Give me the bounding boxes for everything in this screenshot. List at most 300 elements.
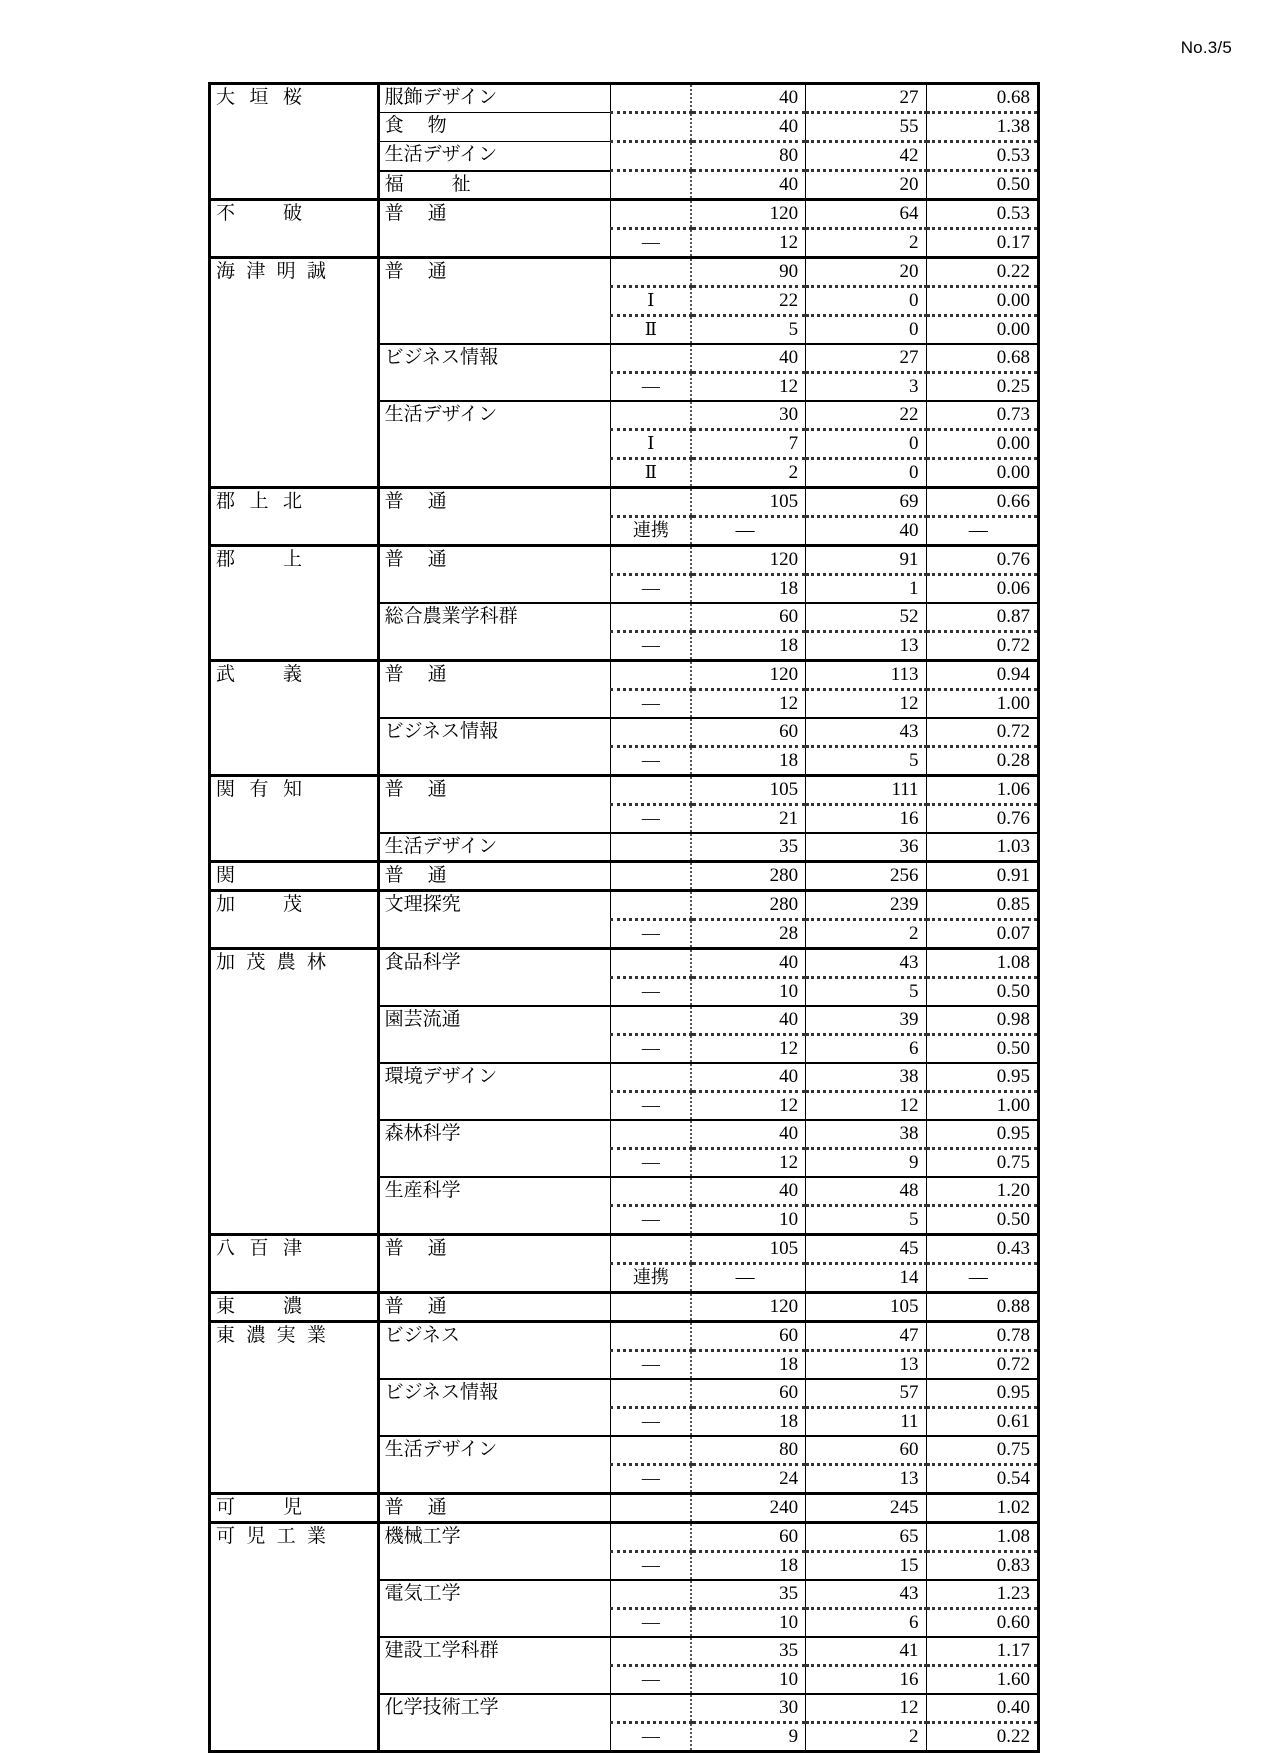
ratio-value: 0.00 bbox=[996, 433, 1030, 454]
course-name-cell bbox=[378, 1063, 611, 1092]
applicants-value: 57 bbox=[899, 1382, 919, 1403]
ratio-value: 0.22 bbox=[996, 261, 1030, 282]
ratio-cell bbox=[926, 1523, 1038, 1552]
division-tag-cell bbox=[611, 1206, 691, 1235]
applicants-cell bbox=[806, 862, 926, 891]
applicants-value: 39 bbox=[899, 1009, 919, 1030]
school-name-cell bbox=[210, 1006, 379, 1035]
ratio-value: — bbox=[968, 520, 988, 541]
ratio-value: 1.03 bbox=[996, 836, 1030, 857]
applicants-value: 11 bbox=[900, 1411, 919, 1432]
course-name-cell bbox=[378, 575, 611, 604]
ratio-value: 0.28 bbox=[996, 750, 1030, 771]
table-row bbox=[210, 1149, 1039, 1178]
course-name: 生活デザイン bbox=[384, 1439, 498, 1460]
applicants-cell bbox=[806, 776, 926, 805]
ratio-value: 1.06 bbox=[996, 779, 1030, 800]
school-name-text: 武義 bbox=[216, 664, 302, 685]
table-row bbox=[210, 344, 1039, 373]
applicants-value: 43 bbox=[899, 721, 919, 742]
table-row bbox=[210, 949, 1039, 978]
school-name bbox=[211, 1323, 377, 1345]
ratio-value: 0.98 bbox=[996, 1009, 1030, 1030]
course-name-text: 普通 bbox=[384, 549, 447, 570]
capacity-cell bbox=[691, 171, 805, 200]
ratio-value: 0.54 bbox=[996, 1468, 1030, 1489]
applicants-cell bbox=[806, 1408, 926, 1437]
applicants-value: 27 bbox=[899, 87, 919, 108]
division-tag-cell bbox=[611, 1523, 691, 1552]
course-name-cell bbox=[378, 1523, 611, 1552]
division-tag-cell bbox=[611, 1063, 691, 1092]
applicants-value: 38 bbox=[899, 1066, 919, 1087]
capacity-value: 120 bbox=[769, 203, 799, 224]
applicants-cell bbox=[806, 1293, 926, 1322]
school-name-cell bbox=[210, 401, 379, 430]
applicants-cell bbox=[806, 459, 926, 488]
ratio-value: 0.87 bbox=[996, 606, 1030, 627]
school-name bbox=[211, 892, 377, 914]
capacity-cell bbox=[691, 401, 805, 430]
course-name-cell bbox=[378, 459, 611, 488]
capacity-cell bbox=[691, 142, 805, 171]
division-tag-cell bbox=[611, 1408, 691, 1437]
course-name-cell bbox=[378, 1694, 611, 1723]
applicants-cell bbox=[806, 978, 926, 1007]
course-name: 食品科学 bbox=[384, 952, 461, 973]
capacity-cell bbox=[691, 1206, 805, 1235]
ratio-cell bbox=[926, 229, 1038, 258]
ratio-value: 0.25 bbox=[996, 376, 1030, 397]
capacity-value: 120 bbox=[769, 549, 799, 570]
applicants-cell bbox=[806, 920, 926, 949]
school-name bbox=[211, 201, 377, 223]
capacity-cell bbox=[691, 1637, 805, 1666]
applicants-value: 16 bbox=[899, 808, 919, 829]
ratio-value: 0.06 bbox=[996, 578, 1030, 599]
division-tag-cell bbox=[611, 920, 691, 949]
capacity-cell bbox=[691, 1666, 805, 1695]
ratio-cell bbox=[926, 1609, 1038, 1638]
applicants-value: 12 bbox=[899, 1697, 919, 1718]
course-name-cell bbox=[378, 949, 611, 978]
division-tag-cell bbox=[611, 113, 691, 142]
table-row bbox=[210, 1322, 1039, 1351]
course-name-cell bbox=[378, 776, 611, 805]
course-name-cell bbox=[378, 1264, 611, 1293]
school-name bbox=[211, 662, 377, 684]
ratio-cell bbox=[926, 575, 1038, 604]
course-name-cell bbox=[378, 805, 611, 834]
school-name-cell bbox=[210, 920, 379, 949]
applicants-value: 43 bbox=[899, 1583, 919, 1604]
applicants-value: 45 bbox=[899, 1238, 919, 1259]
school-name-cell bbox=[210, 632, 379, 661]
school-name-cell bbox=[210, 1552, 379, 1581]
course-name: ビジネス bbox=[384, 1325, 461, 1346]
school-name-cell bbox=[210, 84, 379, 113]
school-name-cell bbox=[210, 891, 379, 920]
applicants-cell bbox=[806, 833, 926, 862]
course-name-cell bbox=[378, 171, 611, 200]
applicants-value: 0 bbox=[909, 290, 919, 311]
table-row bbox=[210, 833, 1039, 862]
capacity-cell bbox=[691, 344, 805, 373]
course-name bbox=[380, 201, 611, 223]
capacity-value: 40 bbox=[779, 174, 799, 195]
capacity-cell bbox=[691, 258, 805, 287]
capacity-cell bbox=[691, 517, 805, 546]
applicants-value: 2 bbox=[909, 923, 919, 944]
division-tag-cell bbox=[611, 1666, 691, 1695]
school-name-cell bbox=[210, 229, 379, 258]
course-name-cell bbox=[378, 1637, 611, 1666]
table-row bbox=[210, 747, 1039, 776]
capacity-value: 40 bbox=[779, 1123, 799, 1144]
ratio-value: 0.73 bbox=[996, 404, 1030, 425]
school-name: 関 bbox=[216, 865, 236, 886]
ratio-value: 1.00 bbox=[996, 1095, 1030, 1116]
division-tag-cell bbox=[611, 1293, 691, 1322]
ratio-cell bbox=[926, 833, 1038, 862]
applicants-value: 42 bbox=[899, 145, 919, 166]
applicants-value: 65 bbox=[899, 1526, 919, 1547]
course-name-cell bbox=[378, 229, 611, 258]
course-name-cell bbox=[378, 1552, 611, 1581]
course-name: 建設工学科群 bbox=[384, 1640, 499, 1661]
division-tag: — bbox=[641, 923, 660, 943]
applicants-value: 5 bbox=[909, 1209, 919, 1230]
applicants-cell bbox=[806, 747, 926, 776]
ratio-cell bbox=[926, 661, 1038, 690]
table-row bbox=[210, 401, 1039, 430]
table-row bbox=[210, 1436, 1039, 1465]
school-name-cell bbox=[210, 1293, 379, 1322]
ratio-cell bbox=[926, 1494, 1038, 1523]
school-name-cell bbox=[210, 1609, 379, 1638]
ratio-cell bbox=[926, 430, 1038, 459]
capacity-cell bbox=[691, 690, 805, 719]
ratio-cell bbox=[926, 517, 1038, 546]
applicants-cell bbox=[806, 1092, 926, 1121]
capacity-value: 40 bbox=[779, 1009, 799, 1030]
ratio-cell bbox=[926, 1006, 1038, 1035]
division-tag-cell bbox=[611, 1552, 691, 1581]
course-name-cell bbox=[378, 1322, 611, 1351]
capacity-value: 2 bbox=[788, 462, 799, 483]
table-row bbox=[210, 1408, 1039, 1437]
division-tag-cell bbox=[611, 373, 691, 402]
ratio-value: 0.83 bbox=[996, 1555, 1030, 1576]
applicants-cell bbox=[806, 1723, 926, 1752]
capacity-cell bbox=[691, 833, 805, 862]
division-tag: — bbox=[641, 1095, 660, 1115]
course-name-cell bbox=[378, 603, 611, 632]
applicants-value: 13 bbox=[899, 1354, 919, 1375]
school-name-text: 郡上 bbox=[216, 549, 302, 570]
applicants-cell bbox=[806, 1494, 926, 1523]
course-name-cell bbox=[378, 200, 611, 229]
capacity-cell bbox=[691, 200, 805, 229]
capacity-value: 35 bbox=[779, 1583, 799, 1604]
applicants-cell bbox=[806, 316, 926, 345]
course-name: 文理探究 bbox=[384, 894, 461, 915]
school-name-cell bbox=[210, 661, 379, 690]
ratio-value: 0.07 bbox=[996, 923, 1030, 944]
course-name-text: 普通 bbox=[384, 865, 447, 886]
division-tag-cell bbox=[611, 1580, 691, 1609]
ratio-cell bbox=[926, 287, 1038, 316]
school-name-cell bbox=[210, 1351, 379, 1380]
school-name-cell bbox=[210, 949, 379, 978]
ratio-value: 0.00 bbox=[996, 462, 1030, 483]
course-name-cell bbox=[378, 1177, 611, 1206]
capacity-cell bbox=[691, 229, 805, 258]
division-tag-cell bbox=[611, 84, 691, 113]
capacity-value: 120 bbox=[769, 664, 799, 685]
ratio-cell bbox=[926, 1322, 1038, 1351]
table-row bbox=[210, 1092, 1039, 1121]
capacity-value: 35 bbox=[779, 836, 799, 857]
school-name-cell bbox=[210, 1092, 379, 1121]
course-name-text: 普通 bbox=[384, 1296, 447, 1317]
ratio-value: 0.50 bbox=[996, 1038, 1030, 1059]
school-name-cell bbox=[210, 546, 379, 575]
ratio-value: 0.95 bbox=[996, 1123, 1030, 1144]
division-tag-cell bbox=[611, 488, 691, 517]
school-name-cell bbox=[210, 833, 379, 862]
course-name-cell bbox=[378, 84, 611, 113]
table-row bbox=[210, 1120, 1039, 1149]
ratio-cell bbox=[926, 1235, 1038, 1264]
ratio-cell bbox=[926, 171, 1038, 200]
course-name bbox=[380, 547, 611, 569]
capacity-cell bbox=[691, 1235, 805, 1264]
course-name-cell bbox=[378, 1580, 611, 1609]
applicants-cell bbox=[806, 344, 926, 373]
ratio-cell bbox=[926, 1149, 1038, 1178]
capacity-value: 10 bbox=[779, 981, 799, 1002]
course-name-cell bbox=[378, 373, 611, 402]
course-name-cell bbox=[378, 661, 611, 690]
table-row bbox=[210, 603, 1039, 632]
capacity-value: — bbox=[735, 1267, 755, 1288]
applications-table bbox=[208, 82, 1040, 1753]
ratio-cell bbox=[926, 488, 1038, 517]
school-name-cell bbox=[210, 1523, 379, 1552]
ratio-value: 0.72 bbox=[996, 1354, 1030, 1375]
table-row bbox=[210, 1637, 1039, 1666]
capacity-cell bbox=[691, 978, 805, 1007]
school-name-cell bbox=[210, 517, 379, 546]
capacity-cell bbox=[691, 718, 805, 747]
school-name-cell bbox=[210, 1379, 379, 1408]
division-tag: — bbox=[641, 1354, 660, 1374]
ratio-value: 0.76 bbox=[996, 808, 1030, 829]
school-name-cell bbox=[210, 1694, 379, 1723]
capacity-value: 35 bbox=[779, 1640, 799, 1661]
ratio-value: 1.08 bbox=[996, 1526, 1030, 1547]
course-name-cell bbox=[378, 517, 611, 546]
capacity-cell bbox=[691, 661, 805, 690]
course-name-text: 普通 bbox=[384, 203, 447, 224]
school-name bbox=[211, 1236, 377, 1258]
table-row bbox=[210, 891, 1039, 920]
course-name-cell bbox=[378, 1235, 611, 1264]
school-name-text: 郡上北 bbox=[216, 491, 302, 512]
applicants-value: 13 bbox=[899, 635, 919, 656]
division-tag-cell bbox=[611, 459, 691, 488]
school-name-cell bbox=[210, 1580, 379, 1609]
school-name-cell bbox=[210, 805, 379, 834]
course-name-cell bbox=[378, 1035, 611, 1064]
capacity-value: 30 bbox=[779, 404, 799, 425]
applicants-cell bbox=[806, 1694, 926, 1723]
applicants-value: 111 bbox=[891, 779, 919, 800]
applicants-value: 5 bbox=[909, 981, 919, 1002]
division-tag-cell bbox=[611, 1609, 691, 1638]
applicants-value: 9 bbox=[909, 1152, 919, 1173]
table-row bbox=[210, 459, 1039, 488]
page-number: No.3/5 bbox=[1180, 38, 1232, 57]
course-name-cell bbox=[378, 1006, 611, 1035]
school-name-cell bbox=[210, 113, 379, 142]
division-tag-cell bbox=[611, 1494, 691, 1523]
school-name bbox=[211, 489, 377, 511]
table-row bbox=[210, 316, 1039, 345]
capacity-value: 22 bbox=[779, 290, 799, 311]
applicants-cell bbox=[806, 1264, 926, 1293]
school-name bbox=[211, 950, 377, 972]
applicants-cell bbox=[806, 661, 926, 690]
table-row bbox=[210, 1580, 1039, 1609]
division-tag: — bbox=[641, 1726, 660, 1746]
table-row bbox=[210, 1494, 1039, 1523]
ratio-value: 0.94 bbox=[996, 664, 1030, 685]
capacity-cell bbox=[691, 1120, 805, 1149]
capacity-value: 30 bbox=[779, 1697, 799, 1718]
table-row bbox=[210, 430, 1039, 459]
school-name-cell bbox=[210, 1035, 379, 1064]
school-name-text: 加茂農林 bbox=[216, 952, 326, 973]
applicants-value: 55 bbox=[899, 116, 919, 137]
capacity-value: 60 bbox=[779, 1325, 799, 1346]
applicants-cell bbox=[806, 1235, 926, 1264]
course-name: ビジネス情報 bbox=[384, 347, 499, 368]
division-tag-cell bbox=[611, 316, 691, 345]
applicants-value: 43 bbox=[899, 952, 919, 973]
division-tag-cell bbox=[611, 1149, 691, 1178]
table-row bbox=[210, 1293, 1039, 1322]
division-tag: — bbox=[641, 808, 660, 828]
capacity-value: 12 bbox=[779, 1152, 799, 1173]
ratio-value: 0.68 bbox=[996, 347, 1030, 368]
capacity-cell bbox=[691, 949, 805, 978]
table-row bbox=[210, 229, 1039, 258]
course-name bbox=[380, 489, 611, 511]
ratio-cell bbox=[926, 1351, 1038, 1380]
ratio-value: 0.22 bbox=[996, 1726, 1030, 1747]
ratio-value: 0.68 bbox=[996, 87, 1030, 108]
school-name-cell bbox=[210, 1637, 379, 1666]
ratio-value: 0.43 bbox=[996, 1238, 1030, 1259]
school-name-cell bbox=[210, 488, 379, 517]
applicants-cell bbox=[806, 1379, 926, 1408]
applicants-value: 12 bbox=[899, 1095, 919, 1116]
course-name-cell bbox=[378, 258, 611, 287]
applicants-cell bbox=[806, 1006, 926, 1035]
applicants-cell bbox=[806, 430, 926, 459]
school-name-cell bbox=[210, 258, 379, 287]
course-name-cell bbox=[378, 1206, 611, 1235]
division-tag-cell bbox=[611, 1351, 691, 1380]
division-tag-cell bbox=[611, 1637, 691, 1666]
course-name bbox=[380, 1495, 611, 1517]
course-name bbox=[380, 662, 611, 684]
ratio-cell bbox=[926, 142, 1038, 171]
ratio-value: 0.17 bbox=[996, 232, 1030, 253]
school-name bbox=[211, 1294, 377, 1316]
school-name bbox=[211, 259, 377, 281]
capacity-value: 280 bbox=[769, 894, 799, 915]
course-name: 化学技術工学 bbox=[384, 1697, 499, 1718]
table-row bbox=[210, 978, 1039, 1007]
ratio-value: 0.95 bbox=[996, 1066, 1030, 1087]
capacity-cell bbox=[691, 1351, 805, 1380]
ratio-cell bbox=[926, 1177, 1038, 1206]
ratio-cell bbox=[926, 1436, 1038, 1465]
division-tag: Ⅰ bbox=[647, 433, 655, 453]
division-tag-cell bbox=[611, 1035, 691, 1064]
division-tag: — bbox=[641, 1038, 660, 1058]
applicants-cell bbox=[806, 1523, 926, 1552]
division-tag-cell bbox=[611, 1322, 691, 1351]
course-name-cell bbox=[378, 690, 611, 719]
division-tag-cell bbox=[611, 287, 691, 316]
division-tag-cell bbox=[611, 142, 691, 171]
ratio-cell bbox=[926, 1637, 1038, 1666]
table-row bbox=[210, 258, 1039, 287]
course-name: 総合農業学科群 bbox=[384, 606, 518, 627]
ratio-cell bbox=[926, 1120, 1038, 1149]
ratio-cell bbox=[926, 1035, 1038, 1064]
ratio-cell bbox=[926, 1206, 1038, 1235]
capacity-value: 80 bbox=[779, 1439, 799, 1460]
ratio-cell bbox=[926, 949, 1038, 978]
capacity-value: 80 bbox=[779, 145, 799, 166]
ratio-cell bbox=[926, 1465, 1038, 1494]
capacity-cell bbox=[691, 891, 805, 920]
capacity-cell bbox=[691, 1436, 805, 1465]
capacity-cell bbox=[691, 1609, 805, 1638]
capacity-cell bbox=[691, 1580, 805, 1609]
course-name: 生活デザイン bbox=[384, 144, 498, 165]
course-name-text: 普通 bbox=[384, 261, 447, 282]
division-tag-cell bbox=[611, 603, 691, 632]
applicants-value: 1 bbox=[909, 578, 919, 599]
table-row bbox=[210, 1235, 1039, 1264]
course-name-cell bbox=[378, 113, 611, 142]
capacity-cell bbox=[691, 862, 805, 891]
applicants-cell bbox=[806, 718, 926, 747]
applicants-cell bbox=[806, 1465, 926, 1494]
course-name: 生活デザイン bbox=[384, 836, 498, 857]
applicants-value: 52 bbox=[899, 606, 919, 627]
course-name-text: 福祉 bbox=[384, 173, 471, 195]
applicants-value: 105 bbox=[890, 1296, 919, 1317]
division-tag-cell bbox=[611, 978, 691, 1007]
capacity-cell bbox=[691, 1063, 805, 1092]
